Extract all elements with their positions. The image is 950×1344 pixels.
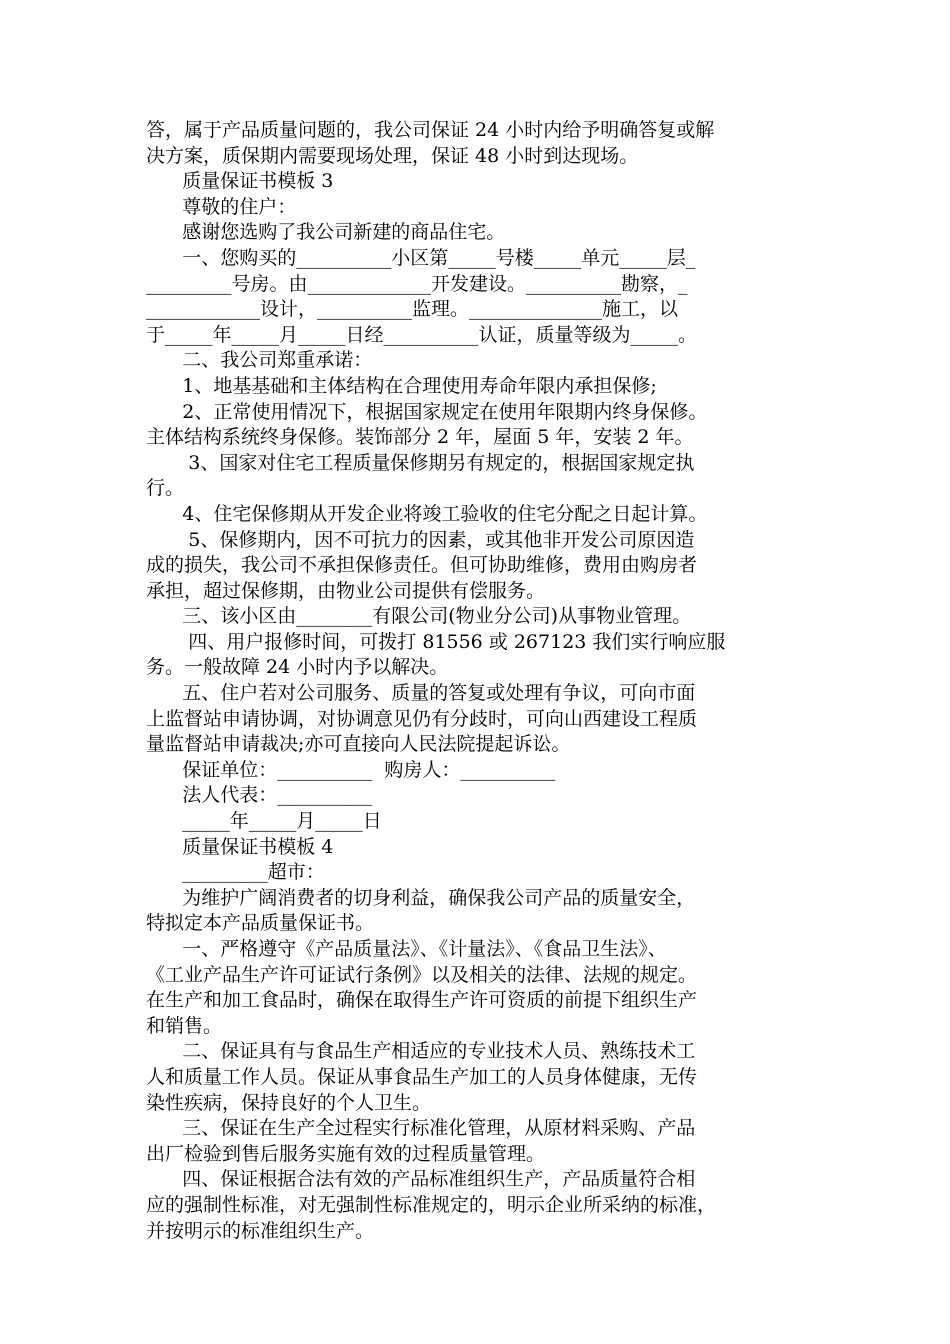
text-line: 量监督站申请裁决;亦可直接向人民法院提起诉讼。 [146,733,571,756]
text-line: 出厂检验到售后服务实施有效的过程质量管理。 [146,1142,546,1165]
text-line: 4、住宅保修期从开发企业将竣工验收的住宅分配之日起计算。 [146,502,708,525]
text-line: 感谢您选购了我公司新建的商品住宅。 [146,221,506,244]
text-line: 特拟定本产品质量保证书。 [146,912,375,935]
text-line: 染性疾病，保持良好的个人卫生。 [146,1091,432,1114]
text-line: 三、该小区由________有限公司(物业分公司)从事物业管理。 [146,605,692,628]
text-line: 四、用户报修时间，可拨打 81556 或 267123 我们实行响应服 [146,630,726,653]
text-line: 主体结构系统终身保修。装饰部分 2 年，屋面 5 年，安装 2 年。 [146,426,694,449]
text-line: 5、保修期内，因不可抗力的因素，或其他非开发公司原因造 [146,528,695,551]
text-line: 四、保证根据合法有效的产品标准组织生产，产品质量符合相 [146,1168,696,1191]
text-line: _________号房。由_____________开发建设。__________勘察，_ [146,272,688,295]
text-line: 三、保证在生产全过程实行标准化管理，从原材料采购、产品 [146,1117,696,1140]
salutation: 尊敬的住户： [146,195,297,218]
text-line: 务。一般故障 24 小时内予以解决。 [146,656,449,679]
text-line: 承担，超过保修期，由物业公司提供有偿服务。 [146,579,546,602]
text-line: 决方案，质保期内需要现场处理，保证 48 小时到达现场。 [146,144,639,167]
text-line: 一、严格遵守《产品质量法》、《计量法》、《食品卫生法》、 [146,938,667,960]
text-line: 二、我公司郑重承诺： [146,349,373,372]
text-line: 《工业产品生产许可证试行条例》以及相关的法律、法规的规定。 [146,963,698,986]
text-line: 3、国家对住宅工程质量保修期另有规定的，根据国家规定执 [146,451,695,474]
text-line: 2、正常使用情况下，根据国家规定在使用年限期内终身保修。 [146,400,708,423]
date-line: _____年_____月_____日 [146,810,382,833]
signature-line: 法人代表：__________ [146,784,373,807]
section-heading: 质量保证书模板 4 [146,835,334,858]
text-line: 1、地基基础和主体结构在合理使用寿命年限内承担保修; [146,374,657,397]
text-line: 五、住户若对公司服务、质量的答复或处理有争议，可向市面 [146,682,696,705]
text-line: 二、保证具有与食品生产相适应的专业技术人员、熟练技术工 [146,1040,696,1063]
text-line: 和销售。 [146,1014,223,1037]
text-line: 为维护广阔消费者的切身利益，确保我公司产品的质量安全， [146,886,696,909]
text-line: ____________设计，__________监理。______________施工，以 [146,298,679,321]
text-line: 人和质量工作人员。保证从事食品生产加工的人员身体健康，无传 [146,1065,698,1088]
text-line: 于_____年_____月_____日经__________认证，质量等级为_____。 [146,323,698,346]
document-page [146,118,810,1244]
text-line: 上监督站申请协调，对协调意见仍有分歧时，可向山西建设工程质 [146,707,698,730]
text-line: 行。 [146,477,185,500]
text-line: 答，属于产品质量问题的，我公司保证 24 小时内给予明确答复或解 [146,119,715,141]
signature-line: 保证单位：__________ 购房人：__________ [146,758,556,781]
salutation: _________超市： [146,861,325,884]
text-line: 一、您购买的__________小区第_____号楼_____单元_____层_ [146,246,696,269]
text-line: 应的强制性标准，对无强制性标准规定的，明示企业所采纳的标准， [146,1193,717,1216]
text-line: 并按明示的标准组织生产。 [146,1219,375,1242]
text-line: 在生产和加工食品时，确保在取得生产许可资质的前提下组织生产 [146,989,698,1012]
section-heading: 质量保证书模板 3 [146,170,334,193]
text-line: 成的损失，我公司不承担保修责任。但可协助维修，费用由购房者 [146,554,698,577]
